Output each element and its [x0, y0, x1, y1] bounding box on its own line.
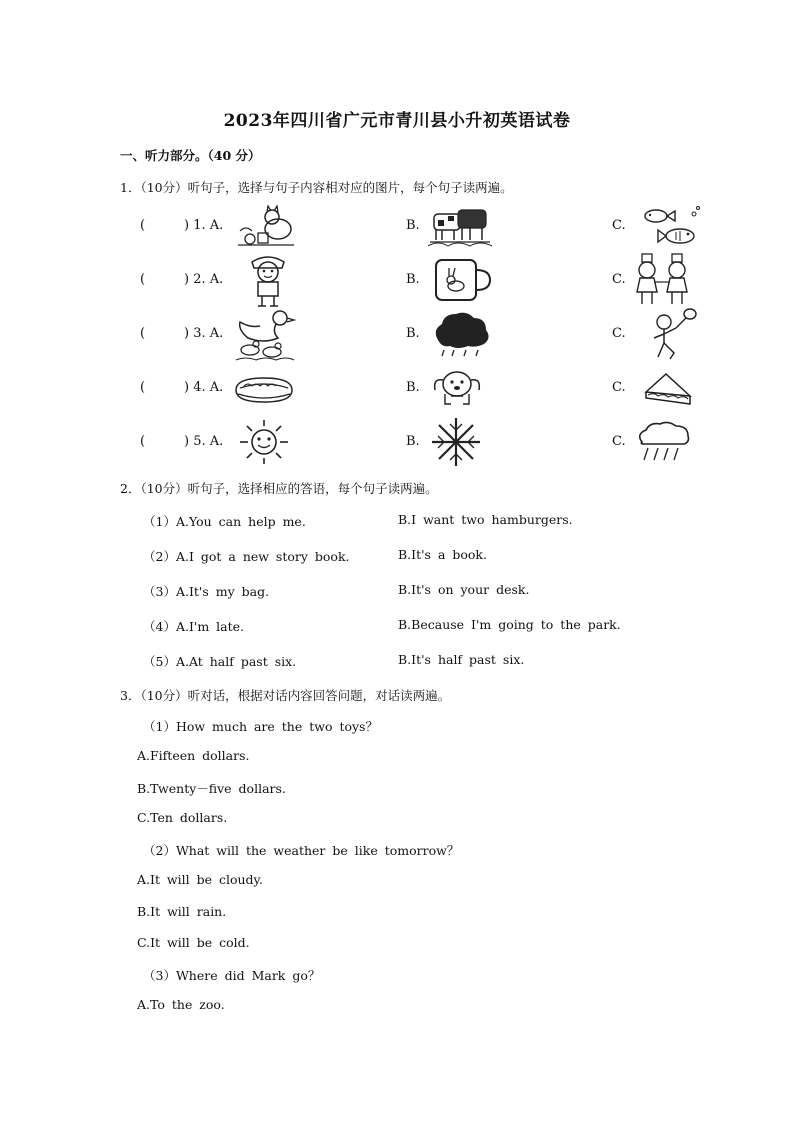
- row-4-label-b: B.: [406, 380, 420, 395]
- section-heading-listening: 一、听力部分。（40 分）: [120, 148, 261, 163]
- badminton-player-icon: [646, 306, 702, 362]
- q2-item-3-option-a[interactable]: （3）A.It's my bag.: [143, 584, 270, 599]
- answer-blank-3[interactable]: (: [140, 326, 146, 341]
- boy-cap-icon: [240, 252, 296, 308]
- fish-icon: [634, 204, 704, 248]
- row-3-label-b: B.: [406, 326, 420, 341]
- row-5-label-c: C.: [612, 434, 626, 449]
- answer-blank-1[interactable]: (: [140, 218, 146, 233]
- q3-sub-3-question: （3）Where did Mark go？: [143, 968, 321, 983]
- q2-item-5-option-a[interactable]: （5）A.At half past six.: [143, 654, 297, 669]
- row-1-label-a: ) 1. A.: [184, 218, 224, 233]
- q2-item-2-option-b[interactable]: B.It's a book.: [398, 547, 487, 562]
- answer-blank-4[interactable]: (: [140, 380, 146, 395]
- q3-sub-1-option-c[interactable]: C.Ten dollars.: [137, 810, 228, 825]
- q3-sub-2-option-b[interactable]: B.It will rain.: [137, 904, 227, 919]
- row-2-label-c: C.: [612, 272, 626, 287]
- row-2-label-a: ) 2. A.: [184, 272, 224, 287]
- q2-item-5-option-b[interactable]: B.It's half past six.: [398, 652, 525, 667]
- hotdog-icon: [232, 372, 294, 406]
- row-5-label-b: B.: [406, 434, 420, 449]
- rabbit-mug-icon: [432, 256, 492, 304]
- sandwich-icon: [642, 370, 694, 408]
- q2-item-3-option-b[interactable]: B.It's on your desk.: [398, 582, 530, 597]
- q3-sub-2-question: （2）What will the weather be like tomorrow？: [143, 843, 460, 858]
- ducks-icon: [234, 308, 296, 362]
- q3-sub-1-option-a[interactable]: A.Fifteen dollars.: [137, 748, 250, 763]
- snowflake-icon: [430, 416, 482, 468]
- row-2-label-b: B.: [406, 272, 420, 287]
- answer-blank-5[interactable]: (: [140, 434, 146, 449]
- q2-item-4-option-a[interactable]: （4）A.I'm late.: [143, 619, 244, 634]
- cows-icon: [428, 204, 492, 248]
- sun-icon: [232, 418, 296, 466]
- row-1-label-b: B.: [406, 218, 420, 233]
- row-4-label-a: ) 4. A.: [184, 380, 224, 395]
- question-2-prompt: 2．（10分）听句子，选择相应的答语，每个句子读两遍。: [120, 481, 438, 496]
- dark-cloud-icon: [430, 310, 492, 358]
- q3-sub-2-option-c[interactable]: C.It will be cold.: [137, 935, 250, 950]
- q2-item-1-option-b[interactable]: B.I want two hamburgers.: [398, 512, 573, 527]
- row-5-label-a: ) 5. A.: [184, 434, 224, 449]
- q3-sub-1-option-b[interactable]: B.Twenty－five dollars.: [137, 781, 286, 796]
- question-3-prompt: 3．（10分）听对话，根据对话内容回答问题，对话读两遍。: [120, 688, 451, 703]
- q2-item-2-option-a[interactable]: （2）A.I got a new story book.: [143, 549, 350, 564]
- q3-sub-3-option-a[interactable]: A.To the zoo.: [137, 997, 225, 1012]
- cat-playing-icon: [236, 205, 296, 247]
- q3-sub-1-question: （1）How much are the two toys？: [143, 719, 378, 734]
- row-3-label-a: ) 3. A.: [184, 326, 224, 341]
- row-3-label-c: C.: [612, 326, 626, 341]
- q2-item-4-option-b[interactable]: B.Because I'm going to the park.: [398, 617, 621, 632]
- row-1-label-c: C.: [612, 218, 626, 233]
- row-4-label-c: C.: [612, 380, 626, 395]
- answer-blank-2[interactable]: (: [140, 272, 146, 287]
- rain-cloud-icon: [634, 420, 694, 464]
- question-1-prompt: 1．（10分）听句子，选择与句子内容相对应的图片，每个句子读两遍。: [120, 180, 513, 195]
- q3-sub-2-option-a[interactable]: A.It will be cloudy.: [137, 872, 263, 887]
- two-children-icon: [632, 252, 696, 308]
- page-title: 2023年四川省广元市青川县小升初英语试卷: [223, 111, 571, 131]
- dog-icon: [430, 368, 484, 408]
- q2-item-1-option-a[interactable]: （1）A.You can help me.: [143, 514, 306, 529]
